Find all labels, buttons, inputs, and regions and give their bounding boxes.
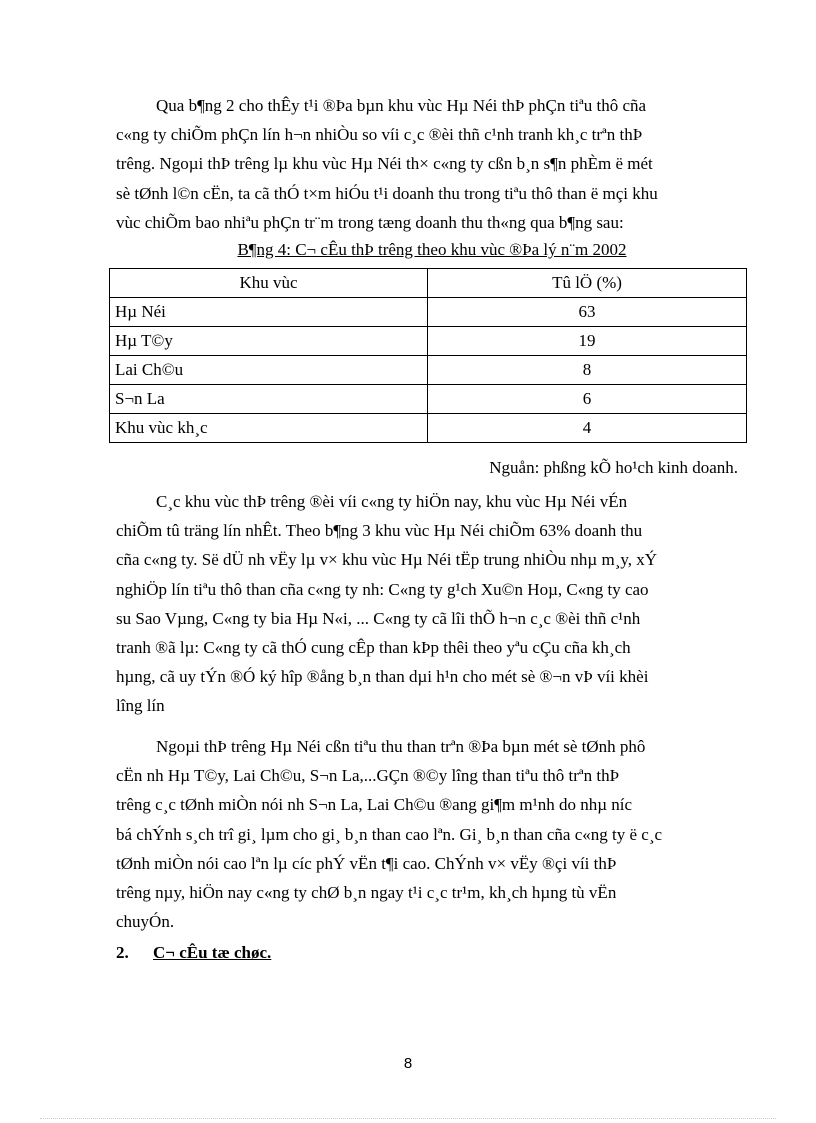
paragraph-1: [116, 91, 748, 237]
text-line: trêng c¸c tØnh miÒn nói nh S¬n La, Lai Ch©u ®ang gi¶m m¹nh do nhµ níc: [116, 795, 633, 815]
paragraph-3: [116, 732, 748, 936]
text-line: Qua b¶ng 2 cho thÊy t¹i ®Þa bµn khu vùc Hµ Néi thÞ phÇn tiªu thô cña: [156, 96, 647, 115]
table-source: Nguån: phßng kÕ ho¹ch kinh doanh.: [489, 458, 738, 477]
section-title: C¬ cÊu tæ chøc.: [153, 943, 272, 962]
text-line: nghiÖp lín tiªu thô than cña c«ng ty nh: C«ng ty g¹ch Xu©n Hoµ, C«ng ty cao: [116, 579, 649, 599]
text-line: cña c«ng ty. Së dÜ nh vËy lµ v× khu vùc Hµ Néi tËp trung nhiÒu nhµ m¸y, xÝ: [116, 550, 658, 570]
market-structure-table: [109, 268, 747, 443]
text-line: bá chÝnh s¸ch trî gi¸ lµm cho gi¸ b¸n than cao lªn. Gi¸ b¸n than cña c«ng ty ë c¸c: [116, 824, 663, 844]
text-line: hµng, cã uy tÝn ®Ó ký hîp ®ång b¸n than dµi h¹n cho mét sè ®¬n vÞ víi khèi: [116, 667, 649, 687]
text-line: tranh ®ã lµ: C«ng ty cã thÓ cung cÊp than kÞp thêi theo yªu cÇu cña kh¸ch: [116, 638, 631, 658]
column-header-ratio: Tû lÖ (%): [428, 269, 747, 298]
text-line: c«ng ty chiÕm phÇn lín h¬n nhiÒu so víi c¸c ®èi thñ c¹nh tranh kh¸c trªn thÞ: [116, 125, 643, 145]
ratio-cell: 63: [428, 298, 747, 327]
column-header-region: Khu vùc: [110, 269, 428, 298]
paragraph-2: [116, 487, 748, 721]
section-number: 2.: [116, 943, 129, 962]
region-cell: Hµ T©y: [110, 327, 428, 356]
text-line: cËn nh Hµ T©y, Lai Ch©u, S¬n La,...GÇn ®©y lîng than tiªu thô trªn thÞ: [116, 766, 620, 786]
text-line: chiÕm tû träng lín nhÊt. Theo b¶ng 3 khu vùc Hµ Néi chiÕm 63% doanh thu: [116, 521, 643, 541]
text-line: Ngoµi thÞ trêng Hµ Néi cßn tiªu thu than trªn ®Þa bµn mét sè tØnh phô: [156, 737, 646, 756]
text-line: su Sao Vµng, C«ng ty bia Hµ N«i, ... C«ng ty cã lîi thÕ h¬n c¸c ®èi thñ c¹nh: [116, 608, 641, 628]
ratio-cell: 19: [428, 327, 747, 356]
table-header-row: [110, 269, 747, 298]
ratio-cell: 8: [428, 356, 747, 385]
table-row: [110, 356, 747, 385]
text-line: lîng lín: [116, 696, 165, 716]
text-line: trêng nµy, hiÖn nay c«ng ty chØ b¸n ngay t¹i c¸c tr¹m, kh¸ch hµng tù vËn: [116, 883, 617, 903]
page-bottom-divider: [40, 1118, 776, 1119]
text-line: vùc chiÕm bao nhiªu phÇn tr¨m trong tæng doanh thu th«ng qua b¶ng sau:: [116, 212, 624, 232]
table-caption: [116, 238, 748, 262]
page-number: 8: [403, 1055, 413, 1072]
text-line: C¸c khu vùc thÞ trêng ®èi víi c«ng ty hiÖn nay, khu vùc Hµ Néi vÉn: [156, 492, 628, 511]
ratio-cell: 6: [428, 385, 747, 414]
table-row: [110, 414, 747, 443]
ratio-cell: 4: [428, 414, 747, 443]
text-line: trêng. Ngoµi thÞ trêng lµ khu vùc Hµ Néi th× c«ng ty cßn b¸n s¶n phÈm ë mét: [116, 154, 653, 174]
table-row: [110, 385, 747, 414]
text-line: sè tØnh l©n cËn, ta cã thÓ t×m hiÓu t¹i doanh thu trong tiªu thô than ë mçi khu: [116, 183, 658, 203]
table-row: [110, 327, 747, 356]
text-line: chuyÓn.: [116, 912, 175, 932]
text-line: tØnh miÒn nói cao lªn lµ cíc phÝ vËn t¶i cao. ChÝnh v× vËy ®çi víi thÞ: [116, 853, 617, 873]
region-cell: Hµ Néi: [110, 298, 428, 327]
table-row: [110, 298, 747, 327]
region-cell: Lai Ch©u: [110, 356, 428, 385]
region-cell: Khu vùc kh¸c: [110, 414, 428, 443]
region-cell: S¬n La: [110, 385, 428, 414]
table-caption-text: B¶ng 4: C¬ cÊu thÞ trêng theo khu vùc ®Þa lý n¨m 2002: [237, 240, 627, 259]
section-heading: [116, 943, 271, 963]
